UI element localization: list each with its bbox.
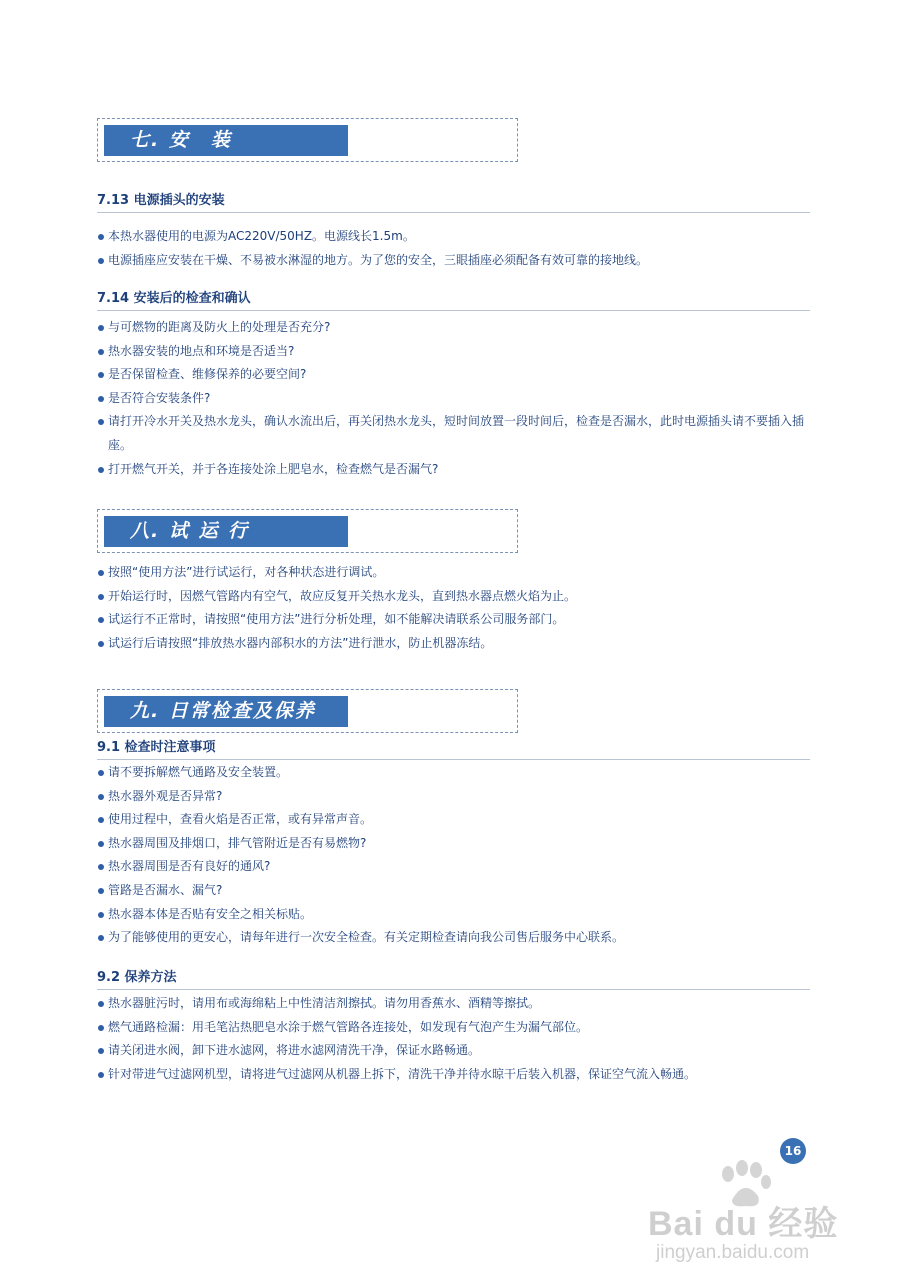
list-item: 为了能够使用的更安心，请每年进行一次安全检查。有关定期检查请向我公司售后服务中心联系。	[97, 926, 812, 950]
list-item: 管路是否漏水、漏气?	[97, 879, 812, 903]
list-item: 试运行不正常时，请按照“使用方法”进行分析处理，如不能解决请联系公司服务部门。	[97, 608, 812, 632]
section-title-trial-run: 八. 试 运 行	[104, 516, 348, 547]
list-item: 热水器外观是否异常?	[97, 785, 812, 809]
subheading-9-1: 9.1 检查时注意事项	[97, 740, 810, 760]
list-item: 热水器安装的地点和环境是否适当?	[97, 340, 812, 364]
list-item: 热水器本体是否贴有安全之相关标贴。	[97, 903, 812, 927]
list-item: 请关闭进水阀，卸下进水滤网，将进水滤网清洗干净，保证水路畅通。	[97, 1039, 812, 1063]
list-item: 是否符合安装条件?	[97, 387, 812, 411]
section-header-trial-run	[97, 509, 518, 553]
list-trial-run	[97, 561, 812, 655]
list-item: 是否保留检查、维修保养的必要空间?	[97, 363, 812, 387]
section-title-maintenance: 九. 日常检查及保养	[104, 696, 348, 727]
list-item: 与可燃物的距离及防火上的处理是否充分?	[97, 316, 812, 340]
list-item: 热水器周围是否有良好的通风?	[97, 855, 812, 879]
list-item: 请打开冷水开关及热水龙头，确认水流出后，再关闭热水龙头，短时间放置一段时间后，检查是否漏水，此时电源插头请不要插入插座。	[97, 410, 812, 457]
section-header-maintenance	[97, 689, 518, 733]
list-9-2	[97, 992, 812, 1086]
subheading-7-13: 7.13 电源插头的安装	[97, 193, 810, 213]
list-item: 请不要拆解燃气通路及安全装置。	[97, 761, 812, 785]
list-item: 试运行后请按照“排放热水器内部积水的方法”进行泄水，防止机器冻结。	[97, 632, 812, 656]
list-item: 本热水器使用的电源为AC220V/50HZ。电源线长1.5m。	[97, 225, 812, 249]
list-item: 热水器周围及排烟口，排气管附近是否有易燃物?	[97, 832, 812, 856]
baidu-watermark	[640, 1160, 890, 1270]
watermark-logo: Bai du 经验	[648, 1205, 839, 1243]
list-item: 打开燃气开关，并于各连接处涂上肥皂水，检查燃气是否漏气?	[97, 458, 812, 482]
list-7-13	[97, 225, 812, 272]
section-title-install: 七. 安 装	[104, 125, 348, 156]
list-item: 使用过程中，查看火焰是否正常，或有异常声音。	[97, 808, 812, 832]
list-9-1	[97, 761, 812, 950]
list-7-14	[97, 316, 812, 481]
watermark-url: jingyan.baidu.com	[656, 1242, 810, 1263]
list-item: 针对带进气过滤网机型，请将进气过滤网从机器上拆下，清洗干净并待水晾干后装入机器，保证空气流入畅通。	[97, 1063, 812, 1087]
section-header-install	[97, 118, 518, 162]
list-item: 燃气通路检漏：用毛笔沾热肥皂水涂于燃气管路各连接处，如发现有气泡产生为漏气部位。	[97, 1016, 812, 1040]
page-number-badge: 16	[780, 1138, 806, 1164]
subheading-9-2: 9.2 保养方法	[97, 970, 810, 990]
list-item: 电源插座应安装在干燥、不易被水淋湿的地方。为了您的安全，三眼插座必须配备有效可靠的接地线。	[97, 249, 812, 273]
subheading-7-14: 7.14 安装后的检查和确认	[97, 291, 810, 311]
list-item: 热水器脏污时，请用布或海绵粘上中性清洁剂擦拭。请勿用香蕉水、酒精等擦拭。	[97, 992, 812, 1016]
list-item: 开始运行时，因燃气管路内有空气，故应反复开关热水龙头，直到热水器点燃火焰为止。	[97, 585, 812, 609]
list-item: 按照“使用方法”进行试运行，对各种状态进行调试。	[97, 561, 812, 585]
